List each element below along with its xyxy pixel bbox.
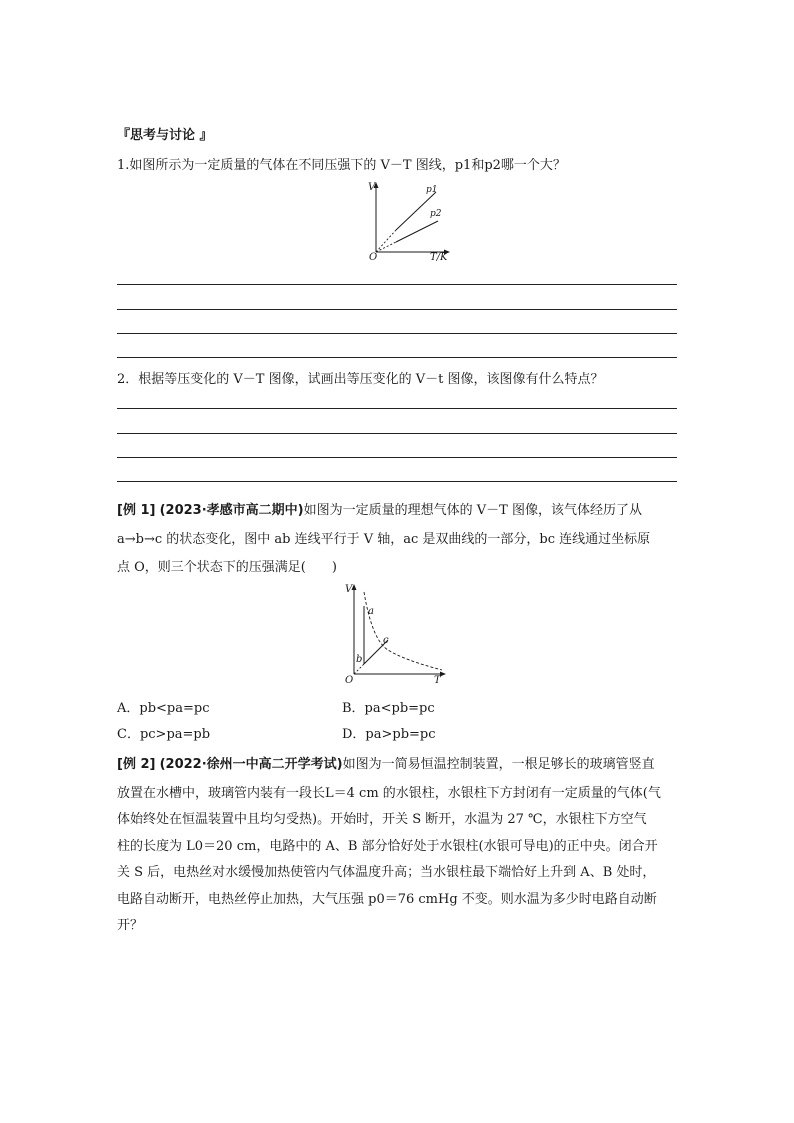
v-axis-arrow bbox=[352, 584, 357, 590]
answer-line bbox=[117, 333, 677, 334]
v-axis-label: V bbox=[345, 584, 353, 595]
origin-label: O bbox=[345, 675, 354, 686]
example-1 bbox=[117, 498, 687, 582]
point-b-label: b bbox=[356, 654, 363, 665]
answer-line bbox=[117, 481, 677, 482]
t-axis-label: T/K bbox=[430, 252, 448, 262]
example-1-line-2: a→b→c 的状态变化，图中 ab 连线平行于 V 轴，ac 是双曲线的一部分，bc 连线通过坐标原 bbox=[117, 531, 651, 547]
example-2-line-7: 开？ bbox=[117, 918, 144, 933]
example-2-tag: [例 2] bbox=[117, 757, 156, 772]
example-1-line-1: 如图为一定质量的理想气体的 V－T 图像，该气体经历了从 bbox=[303, 503, 642, 518]
origin-label: O bbox=[369, 252, 378, 262]
answer-line bbox=[117, 284, 677, 285]
example-2 bbox=[117, 752, 687, 940]
t-axis-label: T bbox=[434, 675, 441, 686]
answer-line bbox=[117, 433, 677, 434]
point-c-label: c bbox=[383, 635, 389, 646]
example-2-line-5: 关 S 后，电热丝对水缓慢加热使管内气体温度升高；当水银柱最下端恰好上升到 A、B 处时， bbox=[117, 865, 656, 880]
option-d[interactable]: D．pa>pb=pc bbox=[342, 727, 436, 742]
answer-line bbox=[117, 408, 677, 409]
point-a-label: a bbox=[368, 606, 374, 617]
example-2-line-3: 体始终处在恒温装置中且均匀受热)。开始时，开关 S 断开，水温为 27 ℃，水银柱下方空气 bbox=[117, 812, 647, 827]
p1-label: p1 bbox=[426, 185, 438, 195]
section-title: 『思考与讨论 』 bbox=[117, 128, 213, 143]
example-1-source: (2023·孝感市高二期中) bbox=[159, 503, 304, 518]
question-1-text: 1.如图所示为一定质量的气体在不同压强下的 V－T 图线，p1和p2哪一个大？ bbox=[117, 158, 566, 173]
p2-dashed-extension bbox=[376, 242, 396, 252]
option-c[interactable]: C．pc>pa=pb bbox=[117, 727, 211, 742]
line-ob-dashed bbox=[354, 664, 364, 674]
question-2-text: 2．根据等压变化的 V－T 图像，试画出等压变化的 V－t 图像，该图像有什么特点？ bbox=[117, 372, 604, 387]
option-b[interactable]: B．pa<pb=pc bbox=[342, 701, 435, 716]
answer-line bbox=[117, 357, 677, 358]
hyperbola-ac bbox=[364, 592, 442, 670]
p2-label: p2 bbox=[430, 209, 442, 219]
example-1-tag: [例 1] bbox=[117, 503, 156, 518]
example-2-line-2: 放置在水槽中，玻璃管内装有一段长L＝4 cm 的水银柱，水银柱下方封闭有一定质量的气体(气 bbox=[117, 785, 661, 801]
v-axis-label: V bbox=[368, 182, 376, 193]
example-2-line-6: 电路自动断开，电热丝停止加热，大气压强 p0＝76 cmHg 不变。则水温为多少时电路自动断 bbox=[117, 891, 657, 907]
answer-line bbox=[117, 309, 677, 310]
figure-vt-abc bbox=[336, 582, 452, 686]
example-2-source: (2022·徐州一中高二开学考试) bbox=[159, 757, 343, 772]
p1-dashed-extension bbox=[376, 230, 396, 252]
figure-vt-p1-p2 bbox=[360, 180, 460, 262]
example-2-line-4: 柱的长度为 L0＝20 cm，电路中的 A、B 部分恰好处于水银柱(水银可导电)的正中央。闭合开 bbox=[117, 838, 658, 854]
example-2-line-1: 如图为一简易恒温控制装置，一根足够长的玻璃管竖直 bbox=[342, 757, 655, 772]
answer-line bbox=[117, 457, 677, 458]
t-axis-arrow bbox=[440, 672, 446, 677]
example-1-line-3: 点 O，则三个状态下的压强满足( ) bbox=[117, 560, 337, 575]
option-a[interactable]: A．pb<pa=pc bbox=[117, 701, 210, 716]
